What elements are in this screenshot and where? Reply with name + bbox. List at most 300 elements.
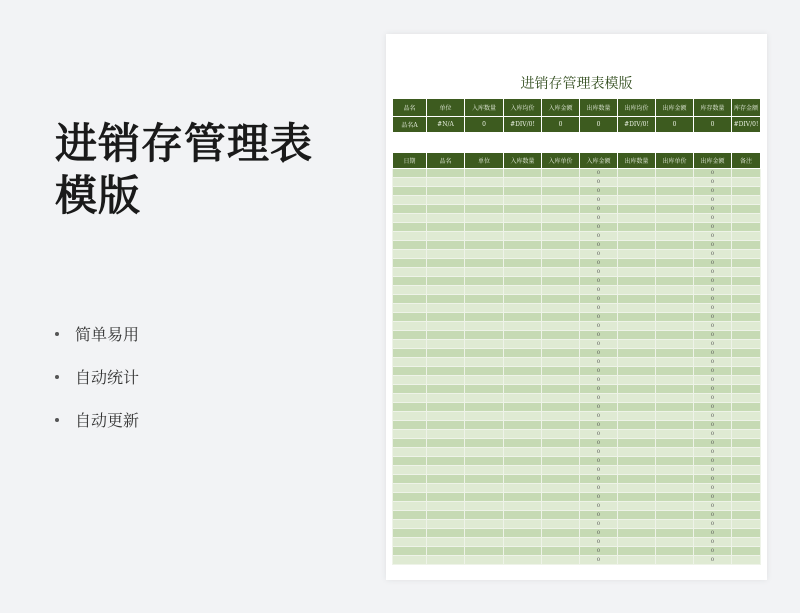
table-cell[interactable] — [732, 349, 761, 358]
table-cell[interactable]: 0 — [580, 493, 618, 502]
table-cell[interactable] — [465, 223, 504, 232]
table-cell[interactable] — [618, 493, 656, 502]
table-cell[interactable] — [427, 250, 465, 259]
table-cell[interactable] — [732, 304, 761, 313]
table-cell[interactable] — [542, 529, 580, 538]
table-cell[interactable]: 0 — [580, 457, 618, 466]
table-cell[interactable]: 0 — [694, 394, 732, 403]
table-cell[interactable] — [427, 286, 465, 295]
table-cell[interactable] — [656, 493, 694, 502]
table-cell[interactable] — [542, 187, 580, 196]
table-cell[interactable] — [427, 340, 465, 349]
table-cell[interactable] — [465, 475, 504, 484]
table-cell[interactable] — [618, 358, 656, 367]
table-cell[interactable] — [393, 259, 427, 268]
table-cell[interactable] — [393, 187, 427, 196]
table-cell[interactable] — [504, 223, 542, 232]
table-cell[interactable] — [656, 430, 694, 439]
table-cell[interactable] — [427, 322, 465, 331]
table-cell[interactable]: 0 — [694, 376, 732, 385]
table-cell[interactable] — [656, 466, 694, 475]
table-cell[interactable] — [656, 196, 694, 205]
table-cell[interactable] — [504, 529, 542, 538]
table-cell[interactable] — [732, 457, 761, 466]
table-cell[interactable] — [427, 196, 465, 205]
table-cell[interactable] — [427, 304, 465, 313]
table-cell[interactable]: 0 — [580, 439, 618, 448]
table-cell[interactable]: 0 — [694, 448, 732, 457]
table-cell[interactable] — [618, 178, 656, 187]
table-cell[interactable]: 0 — [694, 349, 732, 358]
table-cell[interactable] — [732, 187, 761, 196]
table-cell[interactable]: 0 — [580, 448, 618, 457]
table-cell[interactable] — [618, 304, 656, 313]
table-cell[interactable] — [393, 466, 427, 475]
table-cell[interactable] — [618, 313, 656, 322]
table-cell[interactable] — [504, 538, 542, 547]
table-cell[interactable] — [618, 259, 656, 268]
table-cell[interactable]: 0 — [694, 241, 732, 250]
table-cell[interactable] — [618, 367, 656, 376]
table-cell[interactable] — [542, 385, 580, 394]
table-cell[interactable]: 0 — [694, 196, 732, 205]
table-cell[interactable] — [427, 511, 465, 520]
table-cell[interactable] — [393, 232, 427, 241]
table-cell[interactable] — [465, 358, 504, 367]
table-cell[interactable] — [732, 277, 761, 286]
table-cell[interactable] — [465, 205, 504, 214]
table-cell[interactable] — [465, 232, 504, 241]
table-cell[interactable] — [393, 214, 427, 223]
table-cell[interactable] — [427, 556, 465, 565]
table-cell[interactable] — [504, 259, 542, 268]
table-cell[interactable] — [618, 232, 656, 241]
table-cell[interactable] — [393, 511, 427, 520]
table-cell[interactable] — [656, 448, 694, 457]
table-cell[interactable]: 0 — [580, 304, 618, 313]
table-cell[interactable] — [465, 187, 504, 196]
table-cell[interactable]: 0 — [580, 403, 618, 412]
table-cell[interactable] — [732, 448, 761, 457]
table-cell[interactable] — [465, 529, 504, 538]
table-cell[interactable] — [393, 277, 427, 286]
table-cell[interactable] — [504, 268, 542, 277]
table-cell[interactable]: 0 — [580, 286, 618, 295]
table-cell[interactable] — [542, 412, 580, 421]
table-cell[interactable]: 0 — [694, 304, 732, 313]
table-cell[interactable] — [656, 295, 694, 304]
table-cell[interactable] — [618, 322, 656, 331]
table-cell[interactable]: 0 — [580, 358, 618, 367]
table-cell[interactable] — [465, 250, 504, 259]
table-cell[interactable] — [504, 520, 542, 529]
table-cell[interactable]: 0 — [580, 466, 618, 475]
table-cell[interactable] — [393, 556, 427, 565]
table-cell[interactable] — [465, 493, 504, 502]
table-cell[interactable] — [732, 421, 761, 430]
table-cell[interactable] — [427, 493, 465, 502]
table-cell[interactable] — [732, 322, 761, 331]
table-cell[interactable] — [618, 349, 656, 358]
table-cell[interactable] — [427, 331, 465, 340]
table-cell[interactable] — [656, 403, 694, 412]
table-cell[interactable]: 0 — [694, 556, 732, 565]
table-cell[interactable] — [504, 439, 542, 448]
table-cell[interactable] — [656, 250, 694, 259]
table-cell[interactable]: 0 — [580, 367, 618, 376]
table-cell[interactable] — [465, 169, 504, 178]
table-cell[interactable]: 0 — [694, 457, 732, 466]
table-cell[interactable] — [656, 214, 694, 223]
table-cell[interactable] — [732, 358, 761, 367]
table-cell[interactable] — [504, 187, 542, 196]
table-cell[interactable] — [465, 394, 504, 403]
table-cell[interactable] — [504, 493, 542, 502]
table-cell[interactable] — [465, 502, 504, 511]
table-cell[interactable] — [427, 214, 465, 223]
table-cell[interactable] — [504, 214, 542, 223]
table-cell[interactable] — [465, 556, 504, 565]
table-cell[interactable] — [393, 223, 427, 232]
table-cell[interactable]: 0 — [580, 205, 618, 214]
table-cell[interactable] — [393, 304, 427, 313]
table-cell[interactable] — [504, 232, 542, 241]
table-cell[interactable] — [656, 520, 694, 529]
table-cell[interactable]: 0 — [580, 196, 618, 205]
table-cell[interactable] — [542, 439, 580, 448]
table-cell[interactable] — [504, 169, 542, 178]
table-cell[interactable] — [542, 178, 580, 187]
table-cell[interactable] — [656, 187, 694, 196]
table-cell[interactable] — [542, 304, 580, 313]
table-cell[interactable] — [504, 331, 542, 340]
table-cell[interactable] — [427, 385, 465, 394]
table-cell[interactable] — [427, 502, 465, 511]
table-cell[interactable] — [465, 268, 504, 277]
table-cell[interactable] — [427, 295, 465, 304]
table-cell[interactable] — [393, 547, 427, 556]
table-cell[interactable] — [656, 178, 694, 187]
table-cell[interactable] — [393, 358, 427, 367]
table-cell[interactable] — [732, 295, 761, 304]
table-cell[interactable]: 0 — [580, 313, 618, 322]
table-cell[interactable] — [465, 286, 504, 295]
table-cell[interactable] — [542, 196, 580, 205]
table-cell[interactable] — [427, 367, 465, 376]
table-cell[interactable] — [732, 430, 761, 439]
table-cell[interactable] — [732, 178, 761, 187]
table-cell[interactable]: 0 — [694, 223, 732, 232]
table-cell[interactable] — [618, 556, 656, 565]
table-cell[interactable] — [656, 232, 694, 241]
table-cell[interactable] — [504, 304, 542, 313]
table-cell[interactable] — [427, 232, 465, 241]
table-cell[interactable] — [542, 556, 580, 565]
table-cell[interactable] — [427, 547, 465, 556]
table-cell[interactable]: 0 — [694, 430, 732, 439]
table-cell[interactable]: 0 — [580, 475, 618, 484]
table-cell[interactable] — [656, 547, 694, 556]
table-cell[interactable] — [618, 511, 656, 520]
table-cell[interactable] — [393, 475, 427, 484]
table-cell[interactable] — [618, 187, 656, 196]
table-cell[interactable] — [656, 223, 694, 232]
table-cell[interactable]: 0 — [580, 502, 618, 511]
table-cell[interactable]: 0 — [694, 358, 732, 367]
table-cell[interactable] — [656, 277, 694, 286]
table-cell[interactable] — [618, 484, 656, 493]
table-cell[interactable] — [732, 538, 761, 547]
table-cell[interactable]: 0 — [694, 529, 732, 538]
table-cell[interactable] — [427, 520, 465, 529]
table-cell[interactable] — [393, 250, 427, 259]
table-cell[interactable]: 0 — [580, 430, 618, 439]
table-cell[interactable] — [618, 250, 656, 259]
table-cell[interactable] — [542, 448, 580, 457]
table-cell[interactable] — [504, 196, 542, 205]
table-cell[interactable] — [542, 421, 580, 430]
table-cell[interactable] — [732, 439, 761, 448]
table-cell[interactable] — [542, 475, 580, 484]
table-cell[interactable] — [504, 358, 542, 367]
table-cell[interactable] — [618, 214, 656, 223]
table-cell[interactable] — [542, 466, 580, 475]
table-cell[interactable] — [504, 511, 542, 520]
table-cell[interactable] — [427, 529, 465, 538]
table-cell[interactable] — [542, 394, 580, 403]
table-cell[interactable] — [465, 538, 504, 547]
table-cell[interactable] — [732, 412, 761, 421]
table-cell[interactable] — [542, 340, 580, 349]
table-cell[interactable] — [393, 439, 427, 448]
table-cell[interactable]: 0 — [694, 502, 732, 511]
table-cell[interactable] — [465, 376, 504, 385]
table-cell[interactable] — [656, 538, 694, 547]
table-cell[interactable] — [542, 547, 580, 556]
table-cell[interactable]: 0 — [694, 340, 732, 349]
table-cell[interactable] — [393, 430, 427, 439]
table-cell[interactable]: 0 — [580, 547, 618, 556]
table-cell[interactable] — [465, 322, 504, 331]
table-cell[interactable]: 0 — [580, 556, 618, 565]
table-cell[interactable] — [504, 385, 542, 394]
table-cell[interactable] — [427, 403, 465, 412]
table-cell[interactable] — [618, 502, 656, 511]
table-cell[interactable] — [732, 376, 761, 385]
table-cell[interactable] — [465, 430, 504, 439]
table-cell[interactable] — [427, 313, 465, 322]
table-cell[interactable] — [393, 394, 427, 403]
table-cell[interactable] — [542, 322, 580, 331]
table-cell[interactable]: 0 — [694, 547, 732, 556]
table-cell[interactable] — [542, 277, 580, 286]
table-cell[interactable] — [393, 367, 427, 376]
table-cell[interactable] — [393, 340, 427, 349]
table-cell[interactable] — [393, 295, 427, 304]
table-cell[interactable] — [504, 502, 542, 511]
table-cell[interactable] — [393, 205, 427, 214]
table-cell[interactable] — [618, 196, 656, 205]
table-cell[interactable] — [427, 394, 465, 403]
table-cell[interactable] — [427, 358, 465, 367]
table-cell[interactable] — [427, 484, 465, 493]
table-cell[interactable]: 0 — [694, 403, 732, 412]
table-cell[interactable] — [393, 520, 427, 529]
table-cell[interactable] — [393, 268, 427, 277]
table-cell[interactable] — [465, 277, 504, 286]
table-cell[interactable] — [393, 331, 427, 340]
table-cell[interactable] — [393, 196, 427, 205]
table-cell[interactable] — [465, 295, 504, 304]
table-cell[interactable] — [393, 412, 427, 421]
table-cell[interactable] — [732, 520, 761, 529]
table-cell[interactable]: 0 — [580, 250, 618, 259]
table-cell[interactable]: 0 — [580, 169, 618, 178]
table-cell[interactable] — [504, 205, 542, 214]
table-cell[interactable] — [542, 520, 580, 529]
table-cell[interactable]: 0 — [694, 421, 732, 430]
table-cell[interactable] — [618, 403, 656, 412]
table-cell[interactable] — [618, 430, 656, 439]
table-cell[interactable] — [465, 313, 504, 322]
table-cell[interactable] — [542, 223, 580, 232]
table-cell[interactable] — [465, 349, 504, 358]
table-cell[interactable] — [618, 277, 656, 286]
table-cell[interactable]: 0 — [580, 232, 618, 241]
table-cell[interactable]: 0 — [580, 520, 618, 529]
table-cell[interactable] — [656, 205, 694, 214]
table-cell[interactable] — [732, 466, 761, 475]
table-cell[interactable] — [732, 340, 761, 349]
table-cell[interactable]: 0 — [694, 187, 732, 196]
table-cell[interactable] — [465, 484, 504, 493]
table-cell[interactable] — [656, 286, 694, 295]
table-cell[interactable] — [393, 178, 427, 187]
table-cell[interactable] — [427, 169, 465, 178]
table-cell[interactable] — [618, 340, 656, 349]
table-cell[interactable] — [656, 529, 694, 538]
table-cell[interactable] — [542, 268, 580, 277]
table-cell[interactable] — [393, 385, 427, 394]
table-cell[interactable] — [656, 484, 694, 493]
table-cell[interactable] — [732, 475, 761, 484]
table-cell[interactable] — [656, 511, 694, 520]
table-cell[interactable]: 0 — [580, 331, 618, 340]
table-cell[interactable]: 0 — [694, 466, 732, 475]
table-cell[interactable] — [542, 403, 580, 412]
table-cell[interactable] — [542, 358, 580, 367]
table-cell[interactable] — [618, 466, 656, 475]
table-cell[interactable] — [618, 385, 656, 394]
table-cell[interactable]: 0 — [580, 349, 618, 358]
table-cell[interactable] — [504, 475, 542, 484]
table-cell[interactable] — [427, 421, 465, 430]
table-cell[interactable] — [618, 268, 656, 277]
table-cell[interactable] — [542, 286, 580, 295]
table-cell[interactable] — [542, 241, 580, 250]
table-cell[interactable] — [427, 457, 465, 466]
table-cell[interactable] — [618, 241, 656, 250]
table-cell[interactable] — [427, 349, 465, 358]
table-cell[interactable] — [393, 457, 427, 466]
table-cell[interactable] — [656, 439, 694, 448]
table-cell[interactable]: 0 — [580, 214, 618, 223]
table-cell[interactable] — [465, 403, 504, 412]
table-cell[interactable]: 0 — [694, 277, 732, 286]
table-cell[interactable] — [542, 484, 580, 493]
table-cell[interactable] — [618, 448, 656, 457]
table-cell[interactable] — [656, 385, 694, 394]
table-cell[interactable] — [618, 331, 656, 340]
table-cell[interactable] — [427, 241, 465, 250]
table-cell[interactable] — [504, 322, 542, 331]
table-cell[interactable] — [465, 511, 504, 520]
table-cell[interactable]: 0 — [694, 538, 732, 547]
table-cell[interactable]: 0 — [694, 412, 732, 421]
table-cell[interactable] — [427, 448, 465, 457]
table-cell[interactable] — [465, 196, 504, 205]
table-cell[interactable]: 0 — [694, 484, 732, 493]
table-cell[interactable] — [504, 421, 542, 430]
table-cell[interactable] — [504, 556, 542, 565]
table-cell[interactable] — [542, 430, 580, 439]
table-cell[interactable] — [542, 313, 580, 322]
table-cell[interactable] — [393, 421, 427, 430]
table-cell[interactable] — [732, 223, 761, 232]
table-cell[interactable] — [393, 529, 427, 538]
table-cell[interactable] — [542, 538, 580, 547]
table-cell[interactable] — [656, 421, 694, 430]
table-cell[interactable] — [732, 484, 761, 493]
table-cell[interactable] — [465, 304, 504, 313]
table-cell[interactable] — [504, 394, 542, 403]
table-cell[interactable]: 0 — [694, 232, 732, 241]
table-cell[interactable] — [465, 214, 504, 223]
table-cell[interactable] — [618, 547, 656, 556]
table-cell[interactable] — [656, 394, 694, 403]
table-cell[interactable] — [542, 502, 580, 511]
table-cell[interactable] — [465, 466, 504, 475]
table-cell[interactable] — [542, 376, 580, 385]
table-cell[interactable] — [504, 340, 542, 349]
table-cell[interactable]: 0 — [694, 385, 732, 394]
table-cell[interactable] — [618, 376, 656, 385]
table-cell[interactable] — [504, 241, 542, 250]
table-cell[interactable] — [427, 259, 465, 268]
table-cell[interactable] — [393, 538, 427, 547]
table-cell[interactable] — [618, 223, 656, 232]
table-cell[interactable]: 0 — [580, 412, 618, 421]
table-cell[interactable] — [732, 232, 761, 241]
table-cell[interactable]: 0 — [694, 331, 732, 340]
table-cell[interactable] — [465, 241, 504, 250]
table-cell[interactable] — [542, 250, 580, 259]
table-cell[interactable] — [732, 169, 761, 178]
table-cell[interactable]: 0 — [694, 493, 732, 502]
table-cell[interactable]: 0 — [580, 223, 618, 232]
table-cell[interactable] — [542, 205, 580, 214]
table-cell[interactable] — [732, 241, 761, 250]
table-cell[interactable] — [732, 385, 761, 394]
table-cell[interactable] — [504, 547, 542, 556]
table-cell[interactable] — [393, 349, 427, 358]
table-cell[interactable]: 0 — [694, 268, 732, 277]
table-cell[interactable] — [504, 178, 542, 187]
table-cell[interactable] — [393, 484, 427, 493]
table-cell[interactable] — [542, 169, 580, 178]
table-cell[interactable] — [465, 457, 504, 466]
table-cell[interactable] — [542, 511, 580, 520]
